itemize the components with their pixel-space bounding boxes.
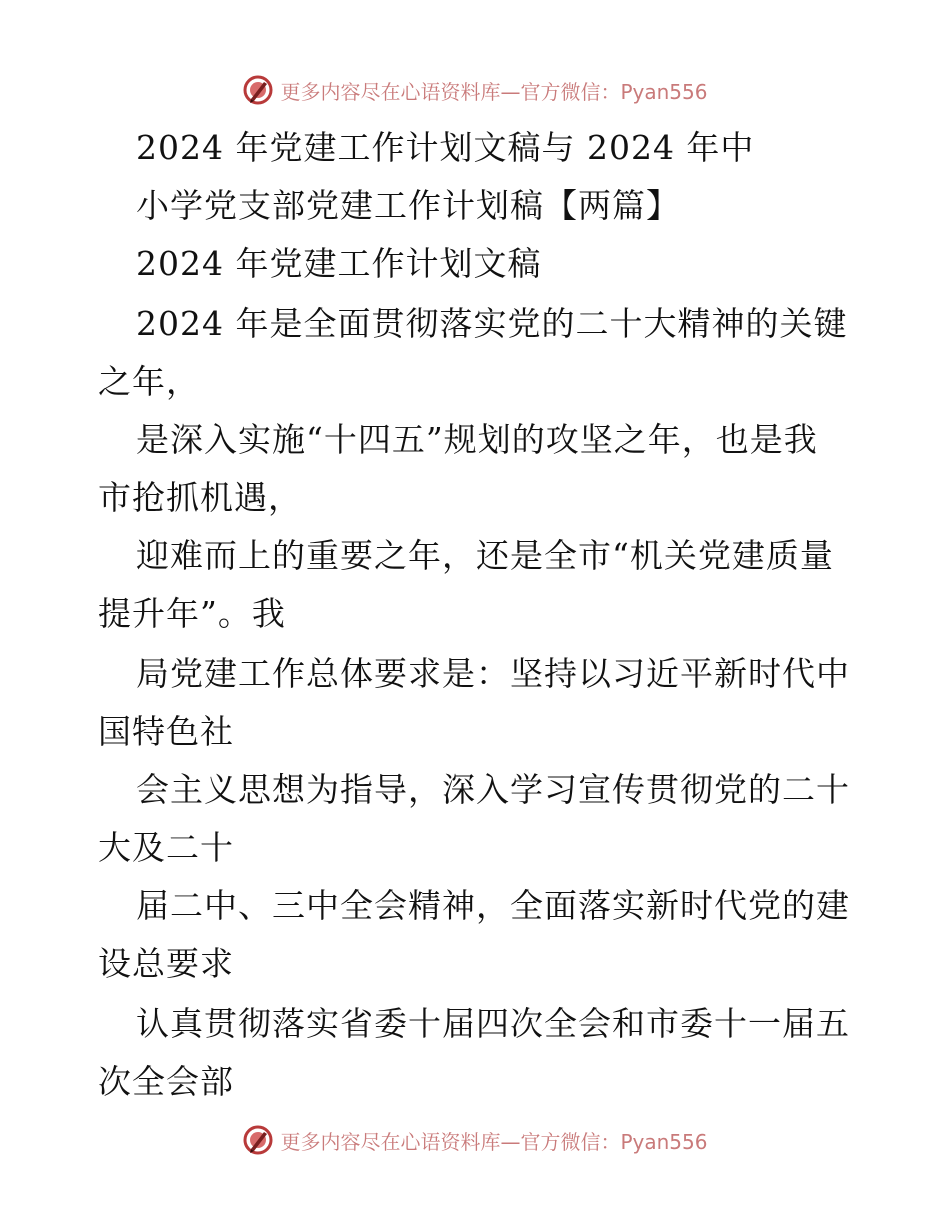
paragraph-line: 次全会部 bbox=[98, 1062, 234, 1101]
pen-logo-icon bbox=[242, 74, 274, 106]
paragraph-line: 2024 年是全面贯彻落实党的二十大精神的关键 bbox=[136, 304, 848, 343]
paragraph-line: 国特色社 bbox=[98, 712, 234, 751]
paragraph-line: 提升年”。我 bbox=[98, 594, 286, 633]
paragraph-line: 是深入实施“十四五”规划的攻坚之年，也是我 bbox=[136, 420, 818, 459]
paragraph-line: 届二中、三中全会精神，全面落实新时代党的建 bbox=[136, 886, 850, 925]
watermark-text: 更多内容尽在心语资料库—官方微信：Pyan556 bbox=[280, 1129, 708, 1154]
title-line-1: 2024 年党建工作计划文稿与 2024 年中 bbox=[136, 128, 755, 167]
paragraph-line: 设总要求 bbox=[98, 944, 234, 983]
pen-logo-icon bbox=[242, 1124, 274, 1156]
paragraph-line: 市抢抓机遇， bbox=[98, 478, 302, 517]
paragraph-line: 迎难而上的重要之年，还是全市“机关党建质量 bbox=[136, 536, 834, 575]
subtitle-line: 2024 年党建工作计划文稿 bbox=[136, 244, 542, 283]
watermark-text: 更多内容尽在心语资料库—官方微信：Pyan556 bbox=[280, 79, 708, 104]
paragraph-line: 之年， bbox=[98, 362, 200, 401]
header-watermark bbox=[0, 70, 950, 110]
title-line-2: 小学党支部党建工作计划稿【两篇】 bbox=[136, 186, 680, 225]
paragraph-line: 大及二十 bbox=[98, 828, 234, 867]
paragraph-line: 局党建工作总体要求是：坚持以习近平新时代中 bbox=[136, 654, 850, 693]
paragraph-line: 会主义思想为指导，深入学习宣传贯彻党的二十 bbox=[136, 770, 850, 809]
footer-watermark bbox=[0, 1120, 950, 1160]
paragraph-line: 认真贯彻落实省委十届四次全会和市委十一届五 bbox=[136, 1004, 850, 1043]
